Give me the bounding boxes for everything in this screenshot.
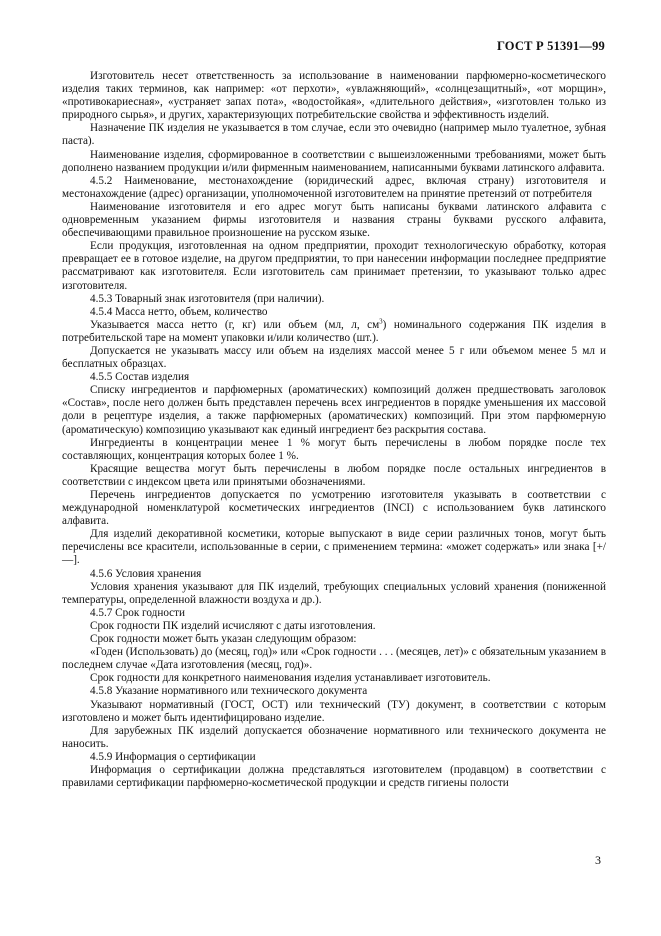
paragraph-mass — [62, 319, 606, 345]
paragraph: Условия хранения указывают для ПК изделий, требующих специальных условий хранения (пониженной температуры, определенной влажности воздуха и др.). — [62, 580, 606, 606]
paragraph: Срок годности может быть указан следующим образом: — [90, 633, 357, 646]
paragraph: Для изделий декоративной косметики, которые выпускают в виде серии различных тонов, могут быть перечислены все красители, использованные в серии, с применением термина: «может содержать» или знака [+/—]. — [62, 528, 606, 567]
paragraph: Информация о сертификации должна представляться изготовителем (продавцом) в соответствии с правилами сертификации парфюмерно-косметической продукции и средств гигиены полости — [62, 763, 606, 790]
section-heading-4-5-2: 4.5.2 Наименование, местонахождение (юридический адрес, включая страну) изготовителя и местонахождение (адрес) организации, уполномоченной изготовителем на принятие претензий от потребителя — [62, 174, 606, 200]
page-number: 3 — [595, 853, 601, 867]
section-heading-4-5-6: 4.5.6 Условия хранения — [90, 567, 202, 580]
paragraph: Указывают нормативный (ГОСТ, ОСТ) или технический (ТУ) документ, в соответствии с которым изготовлено и может быть идентифицировано изделие. — [62, 698, 606, 724]
section-heading-4-5-7: 4.5.7 Срок годности — [90, 606, 186, 619]
document-body — [62, 70, 606, 790]
mass-text-end: ) номинального содержания ПК изделия в потребительской таре на момент упаковки и/или количество (шт.). — [62, 318, 606, 344]
mass-text-start: Указывается масса нетто (г, кг) или объем (мл, л, см — [90, 318, 380, 331]
section-heading-4-5-4: 4.5.4 Масса нетто, объем, количество — [90, 305, 268, 318]
paragraph: Срок годности ПК изделий исчисляют с даты изготовления. — [90, 619, 376, 632]
document-code: ГОСТ Р 51391—99 — [496, 39, 605, 53]
paragraph: Наименование изделия, сформированное в соответствии с вышеизложенными требованиями, может быть дополнено названием продукции и/или фирменным наименованием, написанными буквами латинского алфавита. — [62, 148, 606, 174]
paragraph: Для зарубежных ПК изделий допускается обозначение нормативного или технического документа не наносить. — [62, 724, 606, 750]
section-heading-4-5-8: 4.5.8 Указание нормативного или технического документа — [90, 685, 368, 698]
paragraph: Перечень ингредиентов допускается по усмотрению изготовителя указывать в соответствии с международной номенклатурой косметических ингредиентов (INCI) с использованием букв латинского алфавита. — [62, 489, 606, 528]
paragraph: Списку ингредиентов и парфюмерных (ароматических) композиций должен предшествовать заголовок «Состав», после него должен быть представлен перечень всех ингредиентов в порядке уменьшения их массовой доли в рецептуре изделия, а также парфюмерных (ароматических) композиций. При этом парфюмерную (ароматическую) композицию указывают как единый ингредиент без раскрытия состава. — [62, 384, 606, 436]
section-heading-4-5-9: 4.5.9 Информация о сертификации — [90, 750, 256, 763]
paragraph: Изготовитель несет ответственность за использование в наименовании парфюмерно-косметического изделия таких терминов, как например: «от перхоти», «увлажняющий», «солнцезащитный», «от морщин», «противокариесная», «устраняет запах пота», «водостойкая», «длительного действия», «изготовлен только из природного сырья», и других, характеризующих потребительские свойства и эффективность изделий. — [62, 70, 606, 122]
paragraph: Наименование изготовителя и его адрес могут быть написаны буквами латинского алфавита с одновременным указанием фирмы изготовителя и названия страны буквами русского алфавита, обеспечивающими правильное произношение на русском языке. — [62, 200, 606, 240]
section-heading-4-5-3: 4.5.3 Товарный знак изготовителя (при наличии). — [90, 292, 325, 305]
section-heading-4-5-5: 4.5.5 Состав изделия — [90, 371, 190, 384]
paragraph: Ингредиенты в концентрации менее 1 % могут быть перечислены в любом порядке после тех составляющих, концентрация которых более 1 %. — [62, 436, 606, 462]
paragraph: Допускается не указывать массу или объем на изделиях массой менее 5 г или объемом менее 5 мл и бесплатных образцах. — [62, 344, 606, 371]
paragraph: Срок годности для конкретного наименования изделия устанавливает изготовитель. — [90, 672, 491, 685]
paragraph: «Годен (Использовать) до (месяц, год)» или «Срок годности . . . (месяцев, лет)» с обязательным указанием в последнем случае «Дата изготовления (месяц, год)». — [62, 646, 606, 672]
paragraph: Если продукция, изготовленная на одном предприятии, проходит технологическую обработку, которая превращает ее в готовое изделие, на другом предприятии, то при нанесении информации последнее предприятие рассматривают как изготовителя. Если изготовитель сам принимает претензии, то указывают только адрес изготовителя. — [62, 240, 606, 292]
paragraph: Назначение ПК изделия не указывается в том случае, если это очевидно (например мыло туалетное, зубная паста). — [62, 122, 606, 148]
cubic-superscript: 3 — [379, 317, 383, 326]
paragraph: Красящие вещества могут быть перечислены в любом порядке после остальных ингредиентов в соответствии с индексом цвета или принятыми обозначениями. — [62, 462, 606, 488]
